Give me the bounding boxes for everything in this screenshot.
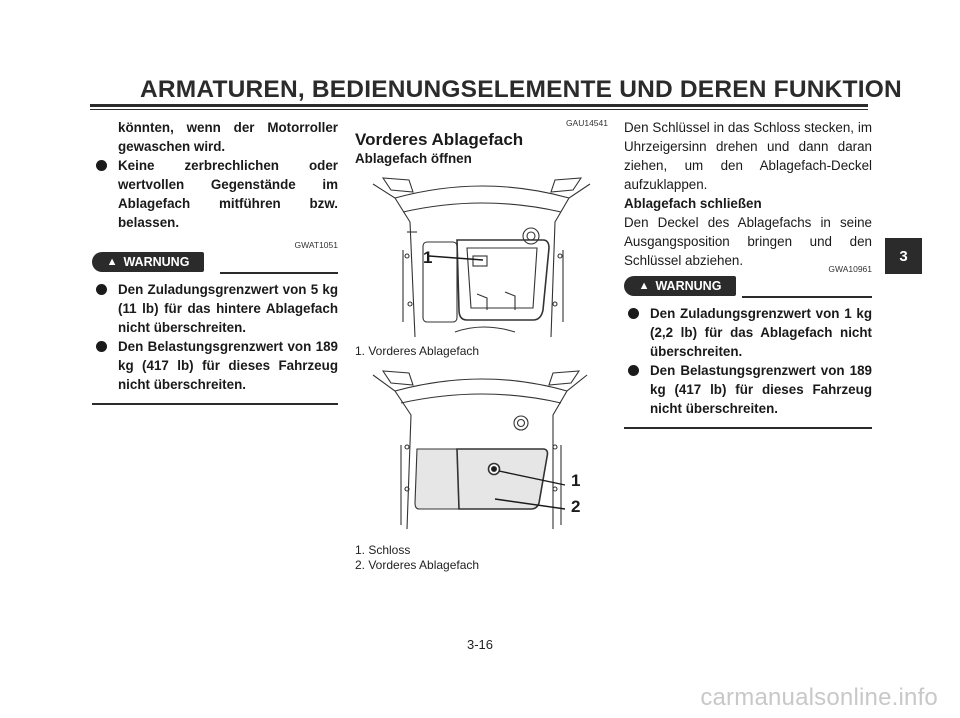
warning-code: GWA10961 — [828, 264, 872, 274]
sub-title: Ablagefach öffnen — [355, 151, 472, 166]
section-title: Vorderes Ablagefach — [355, 130, 524, 149]
warning-item — [92, 280, 338, 337]
warning-triangle-icon: ▲ — [638, 279, 650, 292]
middle-column — [355, 118, 608, 573]
bullet-icon — [96, 284, 107, 295]
warning-end-rule — [624, 427, 872, 429]
warning-item — [92, 337, 338, 394]
section-code: GAU14541 — [565, 118, 608, 128]
figure-storage-lock — [355, 369, 608, 543]
warning-item-text: Den Belastungsgrenzwert von 189 kg (417 lb) für dieses Fahrzeug nicht überschreiten. — [118, 339, 338, 392]
warning-label: WARNUNG — [655, 278, 722, 293]
figure-storage-open — [355, 172, 608, 344]
figure-caption: 2. Vorderes Ablagefach — [355, 558, 480, 572]
warning-item-text: Den Zuladungsgrenzwert von 1 kg (2,2 lb) für das Ablagefach nicht überschreiten. — [650, 306, 872, 359]
warning-rule — [220, 272, 338, 274]
bullet-text: Keine zerbrechlichen oder wertvollen Gegenstände im Ablagefach mitführen bzw. belassen. — [118, 158, 338, 230]
warning-item-text: Den Belastungsgrenzwert von 189 kg (417 lb) für dieses Fahrzeug nicht überschreiten. — [650, 363, 872, 416]
intro-line-2: gewaschen wird. — [118, 139, 226, 154]
close-instructions: Den Deckel des Ablagefachs in seine Ausgangsposition bringen und den Schlüssel abziehen. — [624, 215, 872, 268]
storage-open-illustration — [355, 172, 608, 344]
callout-number: 1 — [423, 248, 433, 267]
intro-line-1: könnten, wenn der Motorroller — [118, 120, 338, 135]
warning-code: GWAT1051 — [294, 240, 338, 250]
warning-badge — [92, 252, 204, 272]
chapter-tab: 3 — [885, 238, 922, 274]
warning-list — [624, 304, 872, 418]
page-number: 3-16 — [466, 637, 494, 652]
bullet-icon — [96, 341, 107, 352]
watermark: carmanualsonline.info — [700, 684, 938, 711]
right-column — [624, 118, 872, 429]
bullet-item — [92, 156, 338, 232]
callout-number: 1 — [571, 471, 581, 490]
page-header-title: ARMATUREN, BEDIENUNGSELEMENTE UND DEREN FUNKTION — [140, 76, 902, 103]
warning-header — [624, 276, 872, 298]
open-instructions: Den Schlüssel in das Schloss stecken, im Uhrzeigersinn drehen und dann daran ziehen, um den Ablagefach-Deckel aufzuklappen. — [624, 120, 872, 192]
warning-label: WARNUNG — [123, 254, 190, 269]
warning-rule — [742, 296, 872, 298]
warning-item — [624, 304, 872, 361]
warning-list — [92, 280, 338, 394]
close-heading: Ablagefach schließen — [624, 196, 762, 211]
warning-badge — [624, 276, 736, 296]
figure-caption: 1. Schloss — [355, 543, 411, 557]
storage-lock-illustration — [355, 369, 608, 543]
figure-caption: 1. Vorderes Ablagefach — [355, 344, 480, 358]
bullet-icon — [96, 160, 107, 171]
warning-header — [92, 252, 338, 274]
bullet-icon — [628, 308, 639, 319]
header-rule-thin — [90, 109, 868, 110]
warning-triangle-icon: ▲ — [106, 255, 118, 268]
warning-item-text: Den Zuladungsgrenzwert von 5 kg (11 lb) für das hintere Ablagefach nicht überschreiten. — [118, 282, 338, 335]
warning-item — [624, 361, 872, 418]
header-rule — [90, 104, 868, 107]
warning-end-rule — [92, 403, 338, 405]
callout-number: 2 — [571, 497, 581, 516]
callout-leader — [429, 256, 483, 260]
intro-continuation — [92, 118, 338, 156]
bullet-icon — [628, 365, 639, 376]
left-column — [92, 118, 338, 405]
